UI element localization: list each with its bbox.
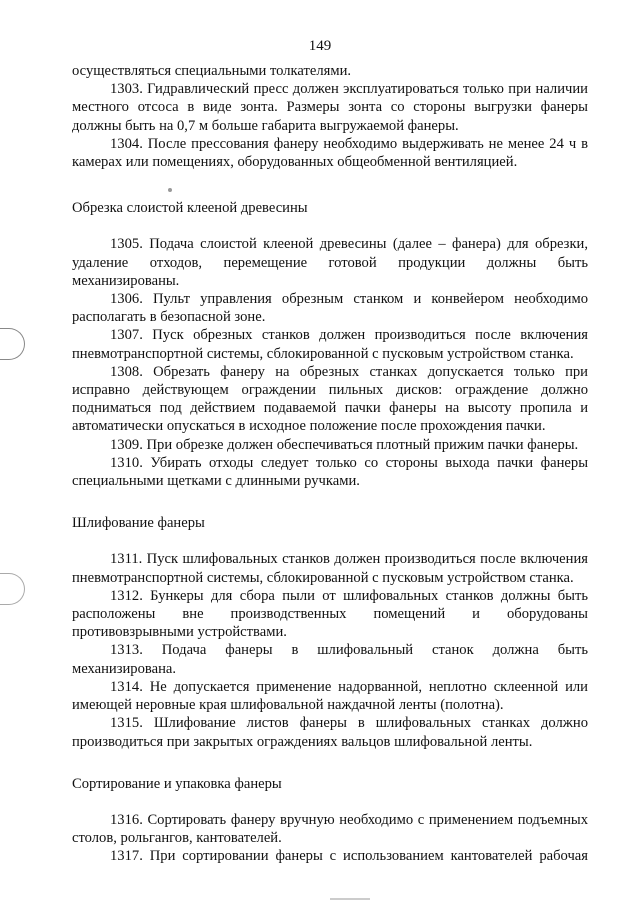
scan-artifact	[330, 898, 370, 900]
punch-hole-lower	[0, 573, 25, 605]
continuation-line: осуществляться специальными толкателями.	[72, 63, 352, 79]
paragraph-1313: 1313. Подача фанеры в шлифовальный станок должна быть механизирована.	[72, 642, 588, 677]
paragraph-1309: 1309. При обрезке должен обеспечиваться плотный прижим пачки фанеры.	[110, 436, 579, 453]
punch-hole-upper	[0, 328, 25, 360]
paragraph-1307: 1307. Пуск обрезных станков должен производиться после включения пневмотранспортной системы, сблокированной с пусковым устройством станка.	[72, 327, 588, 362]
section-heading-sorting: Сортирование и упаковка фанеры	[72, 775, 282, 792]
section-heading-grinding: Шлифование фанеры	[72, 515, 205, 532]
paragraph-1305: 1305. Подача слоистой клееной древесины (далее – фанера) для обрезки, удаление отходов, перемещение готовой продукции должны быть механизированы.	[72, 236, 588, 289]
paragraph-1316: 1316. Сортировать фанеру вручную необходимо с применением подъемных столов, рольгангов, кантователей.	[72, 811, 588, 847]
paragraph-1303: 1303. Гидравлический пресс должен эксплуатироваться только при наличии местного отсоса в виде зонта. Размеры зонта со стороны выгрузки фанеры должны быть на 0,7 м больше габарита выгружаемой фанеры.	[72, 81, 588, 134]
paragraph-1317: 1317. При сортировании фанеры с использованием кантователей рабочая	[110, 848, 588, 865]
paragraph-1312: 1312. Бункеры для сбора пыли от шлифовальных станков должны быть расположены вне производственных помещений и оборудованы противовзрывными устройствами.	[72, 587, 588, 641]
paragraph-1315: 1315. Шлифование листов фанеры в шлифовальных станках должно производиться при закрытых ограждениях вальцов шлифовальной ленты.	[72, 715, 588, 750]
page-number: 149	[308, 38, 332, 54]
paragraph-1306: 1306. Пульт управления обрезным станком и конвейером необходимо располагать в безопасной зоне.	[72, 291, 588, 326]
paragraph-1304: 1304. После прессования фанеру необходимо выдерживать не менее 24 ч в камерах или помещениях, оборудованных общеобменной вентиляцией.	[72, 135, 588, 171]
document-body	[72, 62, 588, 866]
paragraph-1310: 1310. Убирать отходы следует только со стороны выхода пачки фанеры специальными щетками с длинными ручками.	[72, 454, 588, 490]
section-heading-trimming: Обрезка слоистой клееной древесины	[72, 200, 308, 217]
paragraph-1311: 1311. Пуск шлифовальных станков должен производиться после включения пневмотранспортной системы, сблокированной с пусковым устройством станка.	[72, 551, 588, 586]
paragraph-1308: 1308. Обрезать фанеру на обрезных станках допускается только при исправно действующем ограждении пильных дисков: ограждение должно подниматься под действием подаваемой пачки фанеры на высоту пропила и автоматически опускаться в исходное положение после прохождения пачки.	[72, 363, 588, 435]
paragraph-1314: 1314. Не допускается применение надорванной, неплотно склеенной или имеющей неровные края шлифовальной наждачной ленты (полотна).	[72, 678, 588, 714]
